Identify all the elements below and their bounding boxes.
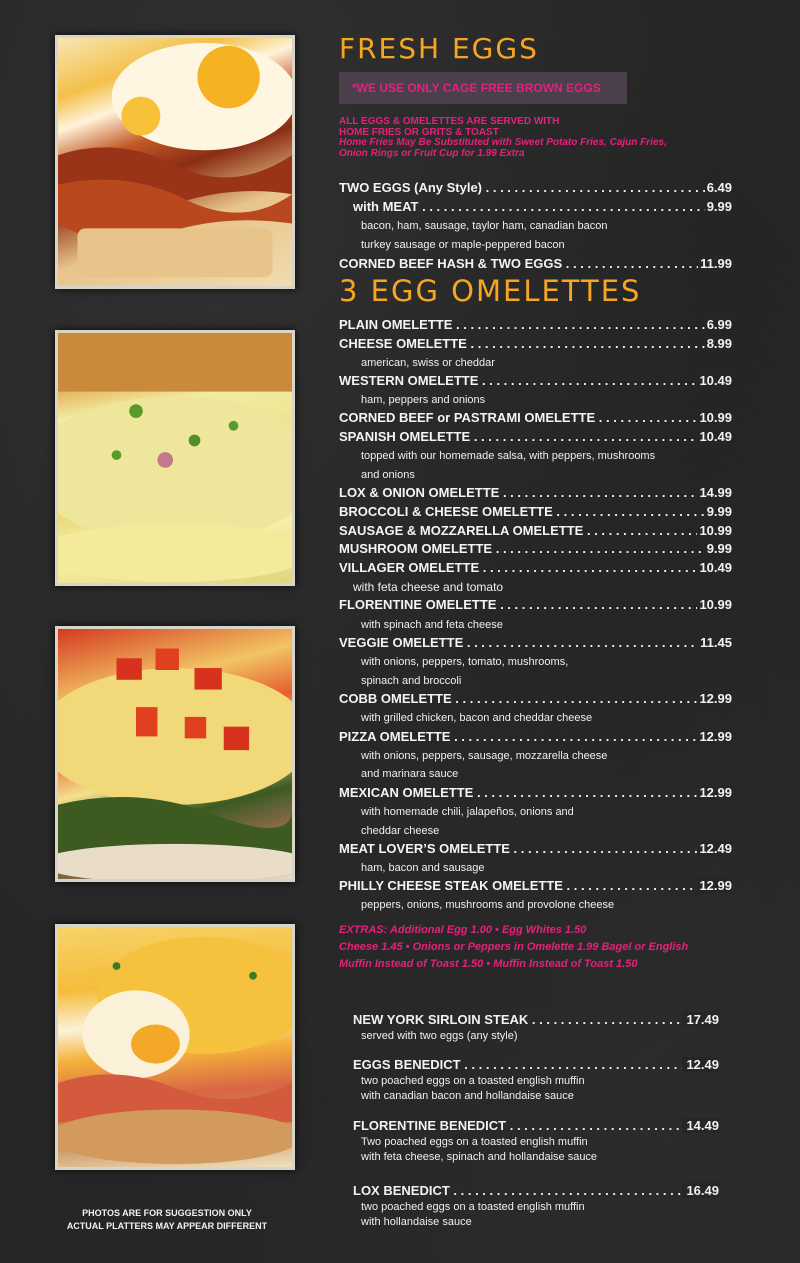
item-description: with feta cheese, spinach and hollandaise sauce xyxy=(361,1151,598,1163)
item-name: PHILLY CHEESE STEAK OMELETTE . . . xyxy=(339,878,732,893)
item-description: turkey sausage or maple-peppered bacon xyxy=(361,239,565,251)
item-price: 16.49 xyxy=(682,1183,719,1198)
item-description: american, swiss or cheddar xyxy=(361,357,495,369)
item-price: 14.99 xyxy=(699,485,732,500)
note-line-2: HOME FRIES OR GRITS & TOAST xyxy=(339,126,499,138)
item-name: MEXICAN OMELETTE . . . xyxy=(339,785,732,800)
item-description: with homemade chili, jalapeños, onions and xyxy=(361,806,574,818)
disclaimer-line-2: ACTUAL PLATTERS MAY APPEAR DIFFERENT xyxy=(66,1221,268,1231)
item-description: Two poached eggs on a toasted english muffin xyxy=(361,1136,588,1148)
menu-item-villager-omelette xyxy=(339,560,732,578)
item-description: spinach and broccoli xyxy=(361,675,462,687)
item-price: 10.49 xyxy=(699,429,732,444)
item-name: VEGGIE OMELETTE . . . xyxy=(339,635,732,650)
item-name: NEW YORK SIRLOIN STEAK . . . xyxy=(353,1012,719,1027)
item-name: PLAIN OMELETTE . . . xyxy=(339,317,732,332)
menu-item-philly-omelette xyxy=(339,878,732,896)
item-price: 10.49 xyxy=(699,373,732,388)
menu-item-two-eggs xyxy=(339,180,732,198)
item-price: 17.49 xyxy=(682,1012,719,1027)
extras-line-2: Cheese 1.45 • Onions or Peppers in Omelette 1.99 Bagel or English xyxy=(339,941,689,953)
item-description: and onions xyxy=(361,469,415,481)
item-price: 12.99 xyxy=(699,729,732,744)
item-price: 8.99 xyxy=(706,336,732,351)
fresh-eggs-title: FRESH EGGS xyxy=(339,32,539,65)
item-name: BROCCOLI & CHEESE OMELETTE . . . xyxy=(339,504,732,519)
item-price: 11.45 xyxy=(700,635,732,650)
note-line-3: Home Fries May Be Substituted with Sweet Potato Fries, Cajun Fries, xyxy=(339,137,667,148)
extras-note xyxy=(339,922,739,973)
menu-item-lox-omelette xyxy=(339,485,732,503)
item-price: 10.49 xyxy=(699,560,732,575)
item-description: served with two eggs (any style) xyxy=(361,1030,518,1042)
photo-veggie-omelette xyxy=(55,626,295,882)
menu-item-veggie-omelette xyxy=(339,635,732,653)
omelette-illustration xyxy=(58,333,292,583)
menu-item-mushroom-omelette xyxy=(339,541,732,559)
item-name: COBB OMELETTE . . . xyxy=(339,691,732,706)
item-price: 12.99 xyxy=(699,785,732,800)
item-description: topped with our homemade salsa, with peppers, mushrooms xyxy=(361,450,656,462)
menu-item-cobb-omelette xyxy=(339,691,732,709)
item-name: MUSHROOM OMELETTE . . . xyxy=(339,541,732,556)
item-price: 12.99 xyxy=(699,878,732,893)
item-description: peppers, onions, mushrooms and provolone cheese xyxy=(361,899,615,911)
item-price: 11.99 xyxy=(700,256,732,271)
photo-eggs-bacon xyxy=(55,35,295,289)
item-description: ham, bacon and sausage xyxy=(361,862,485,874)
item-name: EGGS BENEDICT . . . xyxy=(353,1057,719,1072)
item-description: ham, peppers and onions xyxy=(361,394,486,406)
menu-item-meat-lovers-omelette xyxy=(339,841,732,859)
menu-item-sirloin-steak xyxy=(353,1012,719,1030)
menu-item-florentine-omelette xyxy=(339,597,732,615)
item-price: 9.99 xyxy=(706,504,732,519)
menu-item-with-meat xyxy=(353,199,732,217)
item-price: 9.99 xyxy=(706,199,732,214)
item-price: 6.99 xyxy=(706,317,732,332)
item-name: SAUSAGE & MOZZARELLA OMELETTE . . . xyxy=(339,523,732,538)
item-price: 9.99 xyxy=(706,541,732,556)
photo-omelette xyxy=(55,330,295,586)
item-description: with spinach and feta cheese xyxy=(361,619,503,631)
item-name: TWO EGGS (Any Style) . . . xyxy=(339,180,732,195)
item-name: FLORENTINE BENEDICT . . . xyxy=(353,1118,719,1133)
menu-item-corned-beef-hash xyxy=(339,256,732,274)
item-name: PIZZA OMELETTE . . . xyxy=(339,729,732,744)
item-description: with grilled chicken, bacon and cheddar cheese xyxy=(361,712,593,724)
item-description: cheddar cheese xyxy=(361,825,440,837)
item-price: 10.99 xyxy=(699,597,732,612)
menu-item-lox-benedict xyxy=(353,1183,719,1201)
menu-item-corned-beef-omelette xyxy=(339,410,732,428)
eggs-bacon-illustration xyxy=(58,38,292,286)
item-name: CORNED BEEF or PASTRAMI OMELETTE . . . xyxy=(339,410,732,425)
item-name: MEAT LOVER’S OMELETTE . . . xyxy=(339,841,732,856)
menu-item-florentine-benedict xyxy=(353,1118,719,1136)
item-name: with MEAT . . . xyxy=(353,199,732,214)
menu-item-broccoli-omelette xyxy=(339,504,732,522)
photo-disclaimer xyxy=(55,1207,279,1233)
menu-item-spanish-omelette xyxy=(339,429,732,447)
item-price: 12.49 xyxy=(682,1057,719,1072)
item-price: 6.49 xyxy=(706,180,732,195)
menu-item-western-omelette xyxy=(339,373,732,391)
extras-line-1: EXTRAS: Additional Egg 1.00 • Egg Whites 1.50 xyxy=(339,924,587,936)
cage-free-banner: *WE USE ONLY CAGE FREE BROWN EGGS xyxy=(339,72,627,104)
item-price: 10.99 xyxy=(699,410,732,425)
item-name: VILLAGER OMELETTE . . . xyxy=(339,560,732,575)
item-name: CHEESE OMELETTE . . . xyxy=(339,336,732,351)
note-line-4: Onion Rings or Fruit Cup for 1.99 Extra xyxy=(339,147,525,159)
item-description: with feta cheese and tomato xyxy=(353,580,504,594)
item-description: bacon, ham, sausage, taylor ham, canadian bacon xyxy=(361,220,608,232)
item-price: 12.99 xyxy=(699,691,732,706)
item-name: WESTERN OMELETTE . . . xyxy=(339,373,732,388)
item-name: SPANISH OMELETTE . . . xyxy=(339,429,732,444)
served-with-note xyxy=(339,117,739,159)
menu-item-mexican-omelette xyxy=(339,785,732,803)
photo-eggs-benedict xyxy=(55,924,295,1170)
veggie-omelette-illustration xyxy=(58,629,292,879)
menu-item-eggs-benedict xyxy=(353,1057,719,1075)
menu-item-sausage-omelette xyxy=(339,523,732,541)
item-description: with canadian bacon and hollandaise sauce xyxy=(361,1090,574,1102)
item-description: and marinara sauce xyxy=(361,768,459,780)
item-price: 10.99 xyxy=(699,523,732,538)
note-line-1: ALL EGGS & OMELETTES ARE SERVED WITH xyxy=(339,116,560,127)
omelettes-title: 3 EGG OMELETTES xyxy=(339,274,642,308)
item-description: with onions, peppers, tomato, mushrooms, xyxy=(361,656,569,668)
item-name: LOX BENEDICT . . . xyxy=(353,1183,719,1198)
item-name: CORNED BEEF HASH & TWO EGGS . . . xyxy=(339,256,732,271)
item-name: FLORENTINE OMELETTE . . . xyxy=(339,597,732,612)
item-description: two poached eggs on a toasted english muffin xyxy=(361,1075,585,1087)
eggs-benedict-illustration xyxy=(58,927,292,1167)
menu-item-plain-omelette xyxy=(339,317,732,335)
item-description: with onions, peppers, sausage, mozzarella cheese xyxy=(361,750,608,762)
item-description: with hollandaise sauce xyxy=(361,1216,472,1228)
item-price: 14.49 xyxy=(682,1118,719,1133)
item-description: two poached eggs on a toasted english muffin xyxy=(361,1201,585,1213)
menu-item-cheese-omelette xyxy=(339,336,732,354)
disclaimer-line-1: PHOTOS ARE FOR SUGGESTION ONLY xyxy=(82,1208,252,1218)
item-name: LOX & ONION OMELETTE . . . xyxy=(339,485,732,500)
item-price: 12.49 xyxy=(699,841,732,856)
extras-line-3: Muffin Instead of Toast 1.50 • Muffin Instead of Toast 1.50 xyxy=(339,958,638,970)
menu-item-pizza-omelette xyxy=(339,729,732,747)
